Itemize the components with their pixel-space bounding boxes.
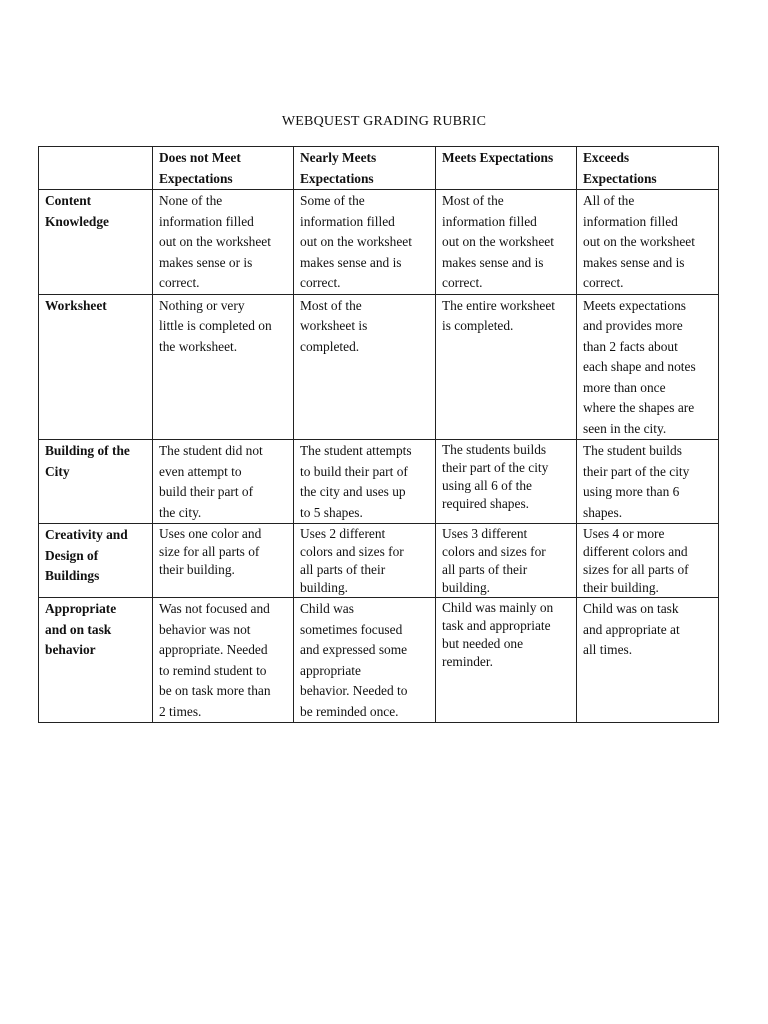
cell-text-line: sometimes focused bbox=[300, 621, 403, 637]
cell-text-line: City bbox=[45, 463, 70, 479]
rubric-cell bbox=[153, 598, 294, 723]
cell-text-line: Nearly Meets bbox=[300, 150, 377, 165]
cell-text-line: their building. bbox=[583, 580, 659, 595]
cell-text-line: to remind student to bbox=[159, 662, 267, 678]
rubric-cell bbox=[294, 294, 436, 440]
cell-text-line: Knowledge bbox=[45, 213, 109, 229]
cell-text-line: all parts of their bbox=[300, 562, 386, 577]
cell-text-line: Content bbox=[45, 193, 92, 208]
criterion-cell bbox=[39, 440, 153, 524]
criterion-cell bbox=[39, 190, 153, 295]
cell-text-line: completed. bbox=[300, 338, 360, 354]
cell-text-line: correct. bbox=[442, 275, 483, 290]
cell-text-line: than 2 facts about bbox=[583, 338, 678, 354]
cell-text-line: and on task bbox=[45, 621, 112, 637]
rubric-header-row bbox=[39, 147, 719, 190]
rubric-row bbox=[39, 598, 719, 723]
cell-text-line: 2 times. bbox=[159, 703, 202, 719]
rubric-cell bbox=[436, 190, 577, 295]
cell-text-line: appropriate. Needed bbox=[159, 642, 268, 657]
column-header bbox=[294, 147, 436, 190]
cell-text-line: Child was on task bbox=[583, 601, 679, 616]
cell-text-line: reminder. bbox=[442, 654, 493, 669]
cell-text-line: None of the bbox=[159, 193, 223, 208]
cell-text-line: correct. bbox=[159, 275, 200, 290]
cell-text-line: Expectations bbox=[300, 170, 374, 186]
cell-text-line: Building of the bbox=[45, 443, 130, 458]
cell-text-line: Most of the bbox=[300, 297, 362, 313]
cell-text-line: appropriate bbox=[300, 662, 361, 678]
cell-text-line: their part of the city bbox=[442, 460, 549, 475]
rubric-table bbox=[38, 146, 719, 723]
cell-text-line: size for all parts of bbox=[159, 544, 260, 559]
cell-text-line: information filled bbox=[159, 213, 254, 229]
cell-text-line: Uses one color and bbox=[159, 526, 262, 541]
cell-text-line: all times. bbox=[583, 642, 633, 657]
cell-text-line: Child was mainly on bbox=[442, 600, 554, 615]
cell-text-line: the city. bbox=[159, 504, 202, 520]
criterion-cell bbox=[39, 294, 153, 440]
criterion-cell bbox=[39, 524, 153, 598]
rubric-cell bbox=[577, 598, 719, 723]
cell-text-line: The student attempts bbox=[300, 443, 412, 458]
cell-text-line: is completed. bbox=[442, 318, 514, 333]
cell-text-line: Was not focused and bbox=[159, 601, 270, 616]
cell-text-line: but needed one bbox=[442, 636, 524, 651]
cell-text-line: task and appropriate bbox=[442, 618, 551, 633]
cell-text-line: information filled bbox=[583, 213, 678, 229]
cell-text-line: Buildings bbox=[45, 568, 100, 583]
cell-text-line: Nothing or very bbox=[159, 297, 245, 313]
cell-text-line: even attempt to bbox=[159, 463, 242, 479]
cell-text-line: correct. bbox=[583, 275, 624, 290]
cell-text-line: different colors and bbox=[583, 544, 688, 559]
rubric-cell bbox=[153, 190, 294, 295]
cell-text-line: the city and uses up bbox=[300, 484, 406, 499]
rubric-cell bbox=[436, 598, 577, 723]
rubric-cell bbox=[153, 440, 294, 524]
cell-text-line: little is completed on bbox=[159, 318, 272, 333]
cell-text-line: Some of the bbox=[300, 193, 365, 208]
cell-text-line: Uses 3 different bbox=[442, 526, 528, 541]
cell-text-line: Child was bbox=[300, 601, 354, 616]
cell-text-line: Does not Meet bbox=[159, 150, 241, 165]
cell-text-line: The students builds bbox=[442, 442, 547, 457]
cell-text-line: worksheet is bbox=[300, 318, 368, 333]
cell-text-line: colors and sizes for bbox=[442, 544, 546, 559]
rubric-cell bbox=[153, 294, 294, 440]
cell-text-line: using all 6 of the bbox=[442, 478, 533, 493]
rubric-cell bbox=[294, 440, 436, 524]
rubric-cell bbox=[294, 524, 436, 598]
rubric-cell bbox=[153, 524, 294, 598]
cell-text-line: makes sense and is bbox=[300, 254, 402, 270]
cell-text-line: sizes for all parts of bbox=[583, 562, 689, 577]
cell-text-line: Meets expectations bbox=[583, 297, 686, 313]
cell-text-line: and appropriate at bbox=[583, 621, 680, 637]
page-title: WEBQUEST GRADING RUBRIC bbox=[281, 114, 487, 129]
rubric-cell bbox=[577, 440, 719, 524]
cell-text-line: be on task more than bbox=[159, 683, 271, 698]
rubric-cell bbox=[577, 190, 719, 295]
cell-text-line: Uses 2 different bbox=[300, 526, 386, 541]
column-header bbox=[436, 147, 577, 190]
cell-text-line: more than once bbox=[583, 379, 666, 395]
cell-text-line: building. bbox=[442, 580, 490, 595]
cell-text-line: behavior. Needed to bbox=[300, 683, 408, 698]
rubric-row bbox=[39, 190, 719, 295]
cell-text-line: be reminded once. bbox=[300, 703, 399, 719]
cell-text-line: and expressed some bbox=[300, 642, 408, 657]
rubric-cell bbox=[436, 294, 577, 440]
rubric-cell bbox=[436, 524, 577, 598]
cell-text-line: All of the bbox=[583, 193, 635, 208]
header-corner-cell bbox=[39, 147, 153, 190]
rubric-row bbox=[39, 440, 719, 524]
cell-text-line: The student builds bbox=[583, 443, 682, 458]
cell-text-line: makes sense and is bbox=[442, 254, 544, 270]
cell-text-line: out on the worksheet bbox=[583, 234, 695, 249]
cell-text-line: information filled bbox=[300, 213, 395, 229]
cell-text-line: building. bbox=[300, 580, 348, 595]
rubric-cell bbox=[436, 440, 577, 524]
cell-text-line: The entire worksheet bbox=[442, 297, 556, 313]
cell-text-line: Uses 4 or more bbox=[583, 526, 665, 541]
cell-text-line: all parts of their bbox=[442, 562, 528, 577]
cell-text-line: The student did not bbox=[159, 443, 263, 458]
cell-text-line: Expectations bbox=[159, 170, 233, 186]
rubric-cell bbox=[577, 294, 719, 440]
cell-text-line: build their part of bbox=[159, 484, 254, 499]
cell-text-line: out on the worksheet bbox=[442, 234, 554, 249]
cell-text-line: seen in the city. bbox=[583, 420, 667, 436]
cell-text-line: makes sense and is bbox=[583, 254, 685, 270]
cell-text-line: Exceeds bbox=[583, 150, 630, 165]
cell-text-line: behavior was not bbox=[159, 621, 251, 637]
cell-text-line: Creativity and bbox=[45, 527, 128, 542]
cell-text-line: behavior bbox=[45, 642, 96, 657]
rubric-cell bbox=[577, 524, 719, 598]
rubric-cell bbox=[294, 598, 436, 723]
cell-text-line: where the shapes are bbox=[583, 400, 695, 415]
cell-text-line: to build their part of bbox=[300, 463, 408, 479]
cell-text-line: colors and sizes for bbox=[300, 544, 404, 559]
cell-text-line: to 5 shapes. bbox=[300, 504, 363, 520]
cell-text-line: Appropriate bbox=[45, 601, 117, 616]
column-header bbox=[153, 147, 294, 190]
cell-text-line: their part of the city bbox=[583, 463, 690, 479]
rubric-row bbox=[39, 524, 719, 598]
cell-text-line: information filled bbox=[442, 213, 537, 229]
rubric-row bbox=[39, 294, 719, 440]
cell-text-line: Worksheet bbox=[45, 297, 107, 313]
cell-text-line: makes sense or is bbox=[159, 254, 253, 270]
cell-text-line: out on the worksheet bbox=[300, 234, 412, 249]
rubric-cell bbox=[294, 190, 436, 295]
cell-text-line: Meets Expectations bbox=[442, 150, 554, 165]
cell-text-line: shapes. bbox=[583, 504, 623, 520]
cell-text-line: out on the worksheet bbox=[159, 234, 271, 249]
cell-text-line: the worksheet. bbox=[159, 338, 238, 354]
cell-text-line: Design of bbox=[45, 547, 99, 563]
cell-text-line: Most of the bbox=[442, 193, 504, 208]
cell-text-line: correct. bbox=[300, 275, 341, 290]
cell-text-line: required shapes. bbox=[442, 496, 530, 511]
cell-text-line: each shape and notes bbox=[583, 359, 696, 374]
column-header bbox=[577, 147, 719, 190]
cell-text-line: using more than 6 bbox=[583, 484, 680, 499]
cell-text-line: and provides more bbox=[583, 318, 683, 333]
cell-text-line: their building. bbox=[159, 562, 235, 577]
cell-text-line: Expectations bbox=[583, 170, 657, 186]
criterion-cell bbox=[39, 598, 153, 723]
